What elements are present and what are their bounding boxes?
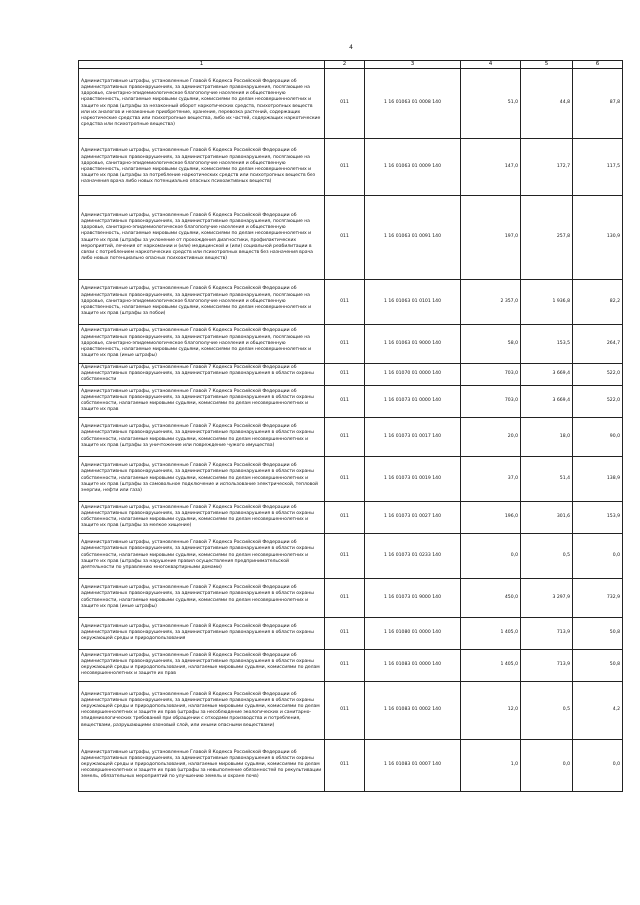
budget-code-cell: 1 16 01073 01 0027 140: [365, 501, 461, 533]
budget-code-cell: 1 16 01073 01 0017 140: [365, 417, 461, 456]
table-body: [79, 69, 623, 792]
table-row: [79, 364, 623, 386]
value-cell-col4: 58,0: [461, 325, 521, 364]
admin-code-cell: 011: [325, 325, 365, 364]
table-row: [79, 325, 623, 364]
value-cell-col5: 3 669,4: [521, 385, 573, 417]
table-row: [79, 739, 623, 791]
budget-code-cell: 1 16 01063 01 0091 140: [365, 196, 461, 280]
table-row: [79, 533, 623, 578]
table-row: [79, 456, 623, 501]
value-cell-col4: 1,0: [461, 739, 521, 791]
value-cell-col4: 450,0: [461, 578, 521, 617]
budget-code-cell: 1 16 01083 01 0002 140: [365, 681, 461, 739]
table-row: [79, 139, 623, 196]
budget-code-cell: 1 16 01070 01 0000 140: [365, 364, 461, 386]
description-cell: Административные штрафы, установленные Главой 7 Кодекса Российской Федерации об административных правонарушениях, за административные правонарушения в области охраны собственности, налагаемые мировыми судьями, комиссиями по делам несовершеннолетних и защите их прав (штрафы за самовольное подключение и использование электрической, тепловой энергии, нефти или газа): [79, 456, 325, 501]
admin-code-cell: 011: [325, 456, 365, 501]
value-cell-col6: 522,0: [573, 385, 623, 417]
value-cell-col6: 82,2: [573, 280, 623, 325]
admin-code-cell: 011: [325, 280, 365, 325]
column-header-6: 6: [573, 61, 623, 69]
description-cell: Административные штрафы, установленные Главой 8 Кодекса Российской Федерации об административных правонарушениях, за административные правонарушения в области охраны окружающей среды и природопользования, налагаемые мировыми судьями, комиссиями по делам несовершеннолетних и защите их прав (штрафы за невыполнение обязанностей по рекультивации земель, обязательных мероприятий по улучшению земель и охране почв): [79, 739, 325, 791]
value-cell-col6: 0,0: [573, 739, 623, 791]
value-cell-col6: 138,9: [573, 456, 623, 501]
admin-code-cell: 011: [325, 139, 365, 196]
description-cell: Административные штрафы, установленные Главой 6 Кодекса Российской Федерации об административных правонарушениях, за административные правонарушения, посягающие на здоровье, санитарно-эпидемиологическое благополучие населения и общественную нравственность, налагаемые мировыми судьями, комиссиями по делам несовершеннолетних и защите их прав (штрафы за потребление наркотических средств или психотропных веществ без назначения врача либо новых потенциально опасных психоактивных веществ): [79, 139, 325, 196]
budget-revenue-table: [78, 60, 623, 792]
description-cell: Административные штрафы, установленные Главой 7 Кодекса Российской Федерации об административных правонарушениях, за административные правонарушения в области охраны собственности, налагаемые мировыми судьями, комиссиями по делам несовершеннолетних и защите их прав (штрафы за нарушение правил осуществления предпринимательской деятельности по управлению многоквартирными домами): [79, 533, 325, 578]
table-row: [79, 649, 623, 681]
admin-code-cell: 011: [325, 364, 365, 386]
value-cell-col4: 12,0: [461, 681, 521, 739]
table-row: [79, 196, 623, 280]
budget-code-cell: 1 16 01083 01 0007 140: [365, 739, 461, 791]
value-cell-col4: 703,0: [461, 385, 521, 417]
value-cell-col6: 4,2: [573, 681, 623, 739]
table-row: [79, 501, 623, 533]
column-header-5: 5: [521, 61, 573, 69]
value-cell-col6: 87,8: [573, 69, 623, 139]
value-cell-col5: 172,7: [521, 139, 573, 196]
value-cell-col4: 1 405,0: [461, 617, 521, 649]
value-cell-col6: 130,9: [573, 196, 623, 280]
admin-code-cell: 011: [325, 385, 365, 417]
description-cell: Административные штрафы, установленные Главой 8 Кодекса Российской Федерации об административных правонарушениях, за административные правонарушения в области охраны окружающей среды и природопользования, налагаемые мировыми судьями, комиссиями по делам несовершеннолетних и защите их прав (штрафы за несоблюдение экологических и санитарно-эпидемиологических требований при обращении с отходами производства и потребления, веществами, разрушающими озоновый слой, или иными опасными веществами): [79, 681, 325, 739]
description-cell: Административные штрафы, установленные Главой 6 Кодекса Российской Федерации об административных правонарушениях, за административные правонарушения, посягающие на здоровье, санитарно-эпидемиологическое благополучие населения и общественную нравственность, налагаемые мировыми судьями, комиссиями по делам несовершеннолетних и защите их прав (штрафы за уклонение от прохождения диагностики, профилактических мероприятий, лечения от наркомании и (или) медицинской и (или) социальной реабилитации в связи с потреблением наркотических средств или психотропных веществ без назначения врача либо новых потенциально опасных психоактивных веществ): [79, 196, 325, 280]
budget-table-sheet: [78, 60, 622, 792]
table-row: [79, 578, 623, 617]
value-cell-col5: 3 297,9: [521, 578, 573, 617]
value-cell-col4: 1 405,0: [461, 649, 521, 681]
table-row: [79, 69, 623, 139]
admin-code-cell: 011: [325, 578, 365, 617]
description-cell: Административные штрафы, установленные Главой 7 Кодекса Российской Федерации об административных правонарушениях, за административные правонарушения в области охраны собственности, налагаемые мировыми судьями, комиссиями по делам несовершеннолетних и защите их прав (штрафы за мелкое хищение): [79, 501, 325, 533]
value-cell-col4: 20,0: [461, 417, 521, 456]
column-header-4: 4: [461, 61, 521, 69]
column-header-2: 2: [325, 61, 365, 69]
admin-code-cell: 011: [325, 739, 365, 791]
value-cell-col6: 732,9: [573, 578, 623, 617]
table-row: [79, 417, 623, 456]
value-cell-col5: 51,4: [521, 456, 573, 501]
table-row: [79, 280, 623, 325]
value-cell-col5: 257,8: [521, 196, 573, 280]
value-cell-col5: 3 669,4: [521, 364, 573, 386]
description-cell: Административные штрафы, установленные Главой 8 Кодекса Российской Федерации об административных правонарушениях, за административные правонарушения в области охраны окружающей среды и природопользования: [79, 617, 325, 649]
page-number: 4: [349, 44, 353, 51]
value-cell-col4: 147,0: [461, 139, 521, 196]
budget-code-cell: 1 16 01073 01 0019 140: [365, 456, 461, 501]
admin-code-cell: 011: [325, 617, 365, 649]
value-cell-col4: 37,0: [461, 456, 521, 501]
value-cell-col6: 50,8: [573, 617, 623, 649]
value-cell-col4: 0,0: [461, 533, 521, 578]
description-cell: Административные штрафы, установленные Главой 7 Кодекса Российской Федерации об административных правонарушениях, за административные правонарушения в области охраны собственности, налагаемые мировыми судьями, комиссиями по делам несовершеннолетних и защите их прав (штрафы за уничтожение или повреждение чужого имущества): [79, 417, 325, 456]
value-cell-col4: 2 357,0: [461, 280, 521, 325]
value-cell-col6: 153,9: [573, 501, 623, 533]
budget-code-cell: 1 16 01080 01 0000 140: [365, 617, 461, 649]
description-cell: Административные штрафы, установленные Главой 7 Кодекса Российской Федерации об административных правонарушениях, за административные правонарушения в области охраны собственности, налагаемые мировыми судьями, комиссиями по делам несовершеннолетних и защите их прав: [79, 385, 325, 417]
budget-code-cell: 1 16 01063 01 0008 140: [365, 69, 461, 139]
table-header-row: [79, 61, 623, 69]
budget-code-cell: 1 16 01073 01 0000 140: [365, 385, 461, 417]
column-header-1: 1: [79, 61, 325, 69]
value-cell-col5: 44,8: [521, 69, 573, 139]
value-cell-col5: 713,9: [521, 617, 573, 649]
description-cell: Административные штрафы, установленные Главой 7 Кодекса Российской Федерации об административных правонарушениях, за административные правонарушения в области охраны собственности, налагаемые мировыми судьями, комиссиями по делам несовершеннолетних и защите их прав (иные штрафы): [79, 578, 325, 617]
description-cell: Административные штрафы, установленные Главой 8 Кодекса Российской Федерации об административных правонарушениях, за административные правонарушения в области охраны окружающей среды и природопользования, налагаемые мировыми судьями, комиссиями по делам несовершеннолетних и защите их прав: [79, 649, 325, 681]
admin-code-cell: 011: [325, 196, 365, 280]
budget-code-cell: 1 16 01073 01 0233 140: [365, 533, 461, 578]
table-row: [79, 617, 623, 649]
budget-code-cell: 1 16 01063 01 0009 140: [365, 139, 461, 196]
column-header-3: 3: [365, 61, 461, 69]
value-cell-col5: 0,5: [521, 681, 573, 739]
description-cell: Административные штрафы, установленные Главой 6 Кодекса Российской Федерации об административных правонарушениях, за административные правонарушения, посягающие на здоровье, санитарно-эпидемиологическое благополучие населения и общественную нравственность, налагаемые мировыми судьями, комиссиями по делам несовершеннолетних и защите их прав (штрафы за побои): [79, 280, 325, 325]
admin-code-cell: 011: [325, 417, 365, 456]
value-cell-col6: 0,0: [573, 533, 623, 578]
value-cell-col4: 196,0: [461, 501, 521, 533]
value-cell-col5: 1 936,8: [521, 280, 573, 325]
admin-code-cell: 011: [325, 681, 365, 739]
table-row: [79, 385, 623, 417]
admin-code-cell: 011: [325, 501, 365, 533]
value-cell-col5: 18,0: [521, 417, 573, 456]
value-cell-col5: 0,0: [521, 739, 573, 791]
description-cell: Административные штрафы, установленные Главой 6 Кодекса Российской Федерации об административных правонарушениях, за административные правонарушения, посягающие на здоровье, санитарно-эпидемиологическое благополучие населения и общественную нравственность, налагаемые мировыми судьями, комиссиями по делам несовершеннолетних и защите их прав (иные штрафы): [79, 325, 325, 364]
budget-code-cell: 1 16 01083 01 0000 140: [365, 649, 461, 681]
value-cell-col6: 264,7: [573, 325, 623, 364]
value-cell-col4: 703,0: [461, 364, 521, 386]
budget-code-cell: 1 16 01073 01 9000 140: [365, 578, 461, 617]
table-row: [79, 681, 623, 739]
admin-code-cell: 011: [325, 649, 365, 681]
description-cell: Административные штрафы, установленные Главой 6 Кодекса Российской Федерации об административных правонарушениях, за административные правонарушения, посягающие на здоровье, санитарно-эпидемиологическое благополучие населения и общественную нравственность, налагаемые мировыми судьями, комиссиями по делам несовершеннолетних и защите их прав (штрафы за незаконный оборот наркотических средств, психотропных веществ или их аналогов и незаконные приобретение, хранение, перевозка растений, содержащих наркотические средства или психотропные вещества, либо их частей, содержащих наркотические средства или психотропные вещества): [79, 69, 325, 139]
description-cell: Административные штрафы, установленные Главой 7 Кодекса Российской Федерации об административных правонарушениях, за административные правонарушения в области охраны собственности: [79, 364, 325, 386]
budget-code-cell: 1 16 01063 01 9000 140: [365, 325, 461, 364]
value-cell-col5: 153,5: [521, 325, 573, 364]
value-cell-col6: 90,0: [573, 417, 623, 456]
value-cell-col5: 713,9: [521, 649, 573, 681]
admin-code-cell: 011: [325, 69, 365, 139]
value-cell-col6: 50,8: [573, 649, 623, 681]
budget-code-cell: 1 16 01063 01 0101 140: [365, 280, 461, 325]
value-cell-col5: 301,6: [521, 501, 573, 533]
value-cell-col6: 522,0: [573, 364, 623, 386]
admin-code-cell: 011: [325, 533, 365, 578]
value-cell-col4: 197,0: [461, 196, 521, 280]
value-cell-col4: 51,0: [461, 69, 521, 139]
value-cell-col5: 0,5: [521, 533, 573, 578]
value-cell-col6: 117,5: [573, 139, 623, 196]
